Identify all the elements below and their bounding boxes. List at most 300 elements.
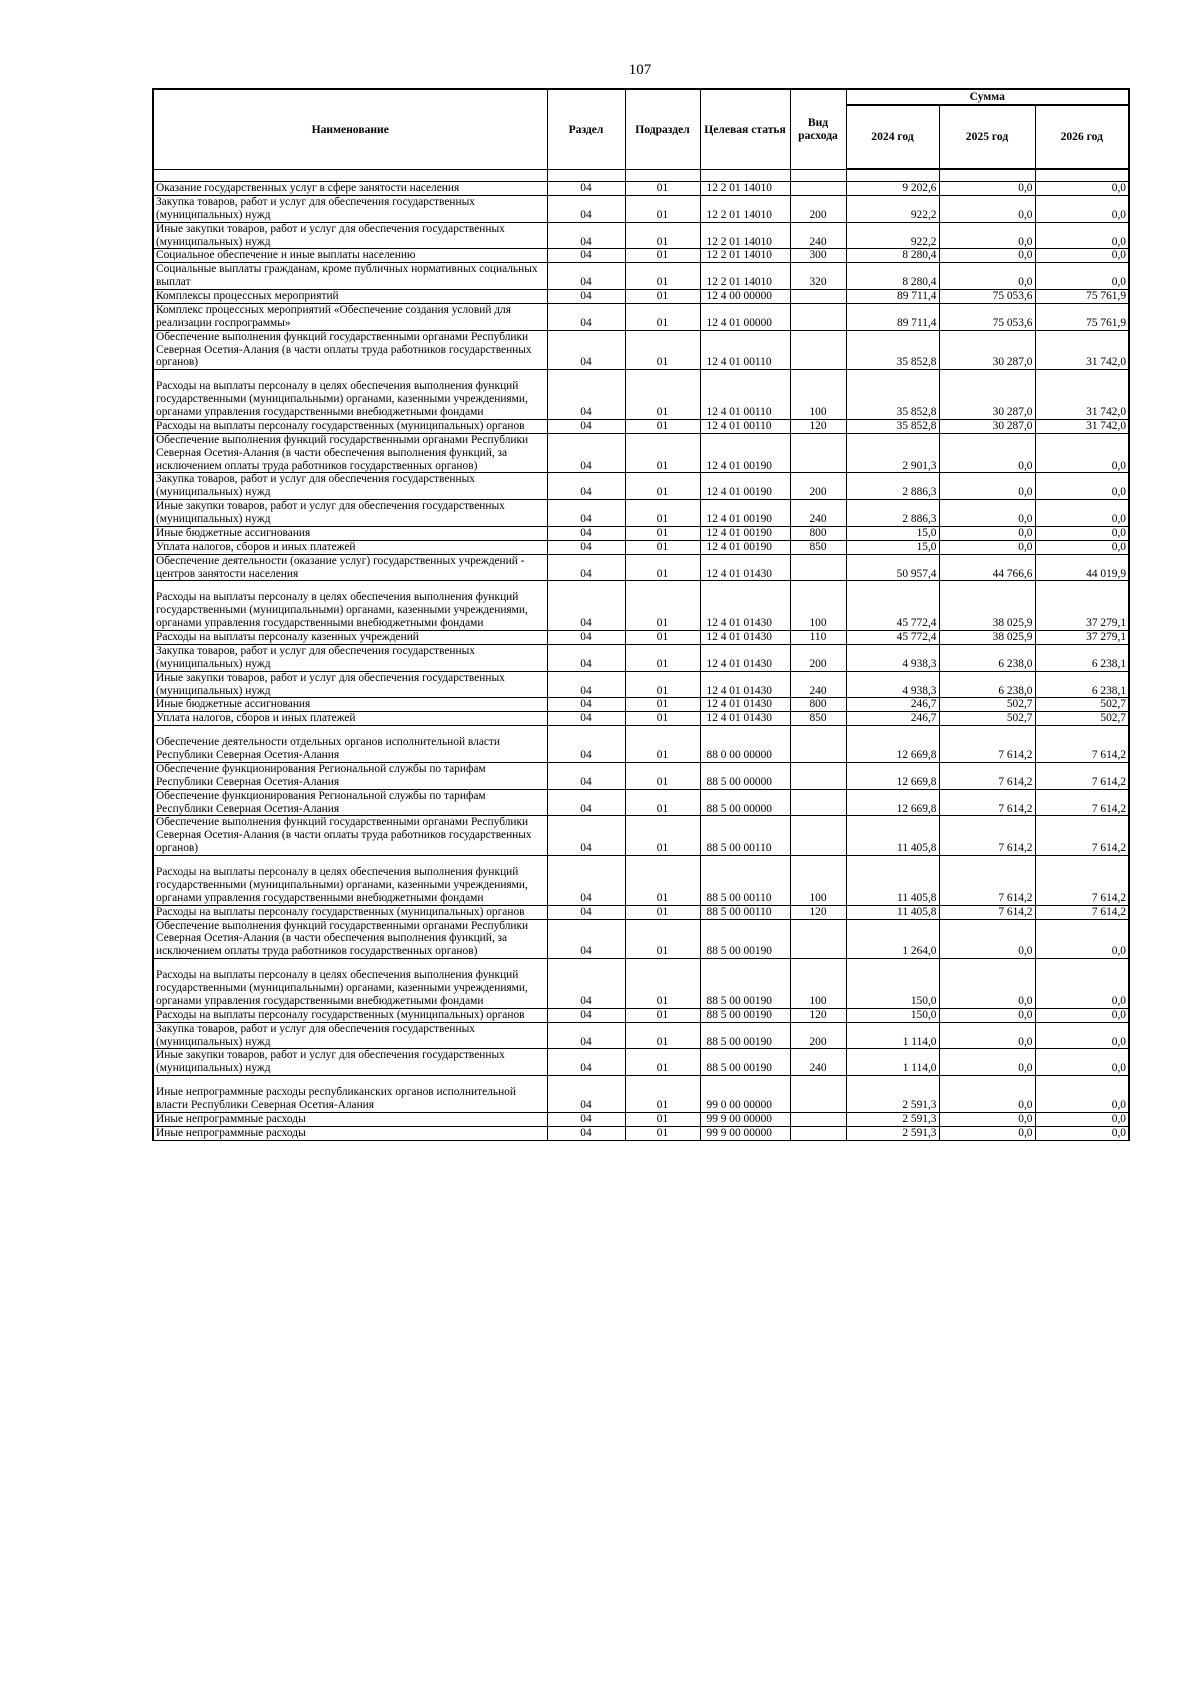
cell-section: 04: [547, 919, 625, 959]
table-row: [153, 736, 1129, 762]
cell-target: 12 4 01 00110: [700, 419, 790, 433]
cell-name: Иные непрограммные расходы: [153, 1112, 547, 1126]
cell-2025: 38 025,9: [939, 591, 1035, 630]
header-2024: 2024 год: [846, 105, 939, 169]
cell-2025: 44 766,6: [939, 554, 1035, 581]
cell-name: Обеспечение выполнения функций государственными органами Республики Северная Осетия-Алания (в части обеспечения выполнения функций, за исключением оплаты труда работников государственных органов): [153, 919, 547, 959]
cell-2024: 12 669,8: [846, 736, 939, 762]
table-row: [153, 290, 1129, 304]
cell-2025: 30 287,0: [939, 380, 1035, 419]
cell-section: 04: [547, 380, 625, 419]
cell-2025: 7 614,2: [939, 816, 1035, 856]
cell-2024: 50 957,4: [846, 554, 939, 581]
cell-2025: 7 614,2: [939, 789, 1035, 816]
spacer-cell: [625, 169, 700, 182]
spacer-row: [153, 370, 1129, 381]
cell-2025: 30 287,0: [939, 330, 1035, 370]
cell-2026: 7 614,2: [1035, 866, 1129, 905]
cell-expense-type: 120: [790, 1008, 846, 1022]
spacer-cell: [700, 581, 790, 592]
cell-2026: 502,7: [1035, 712, 1129, 726]
table-row: [153, 591, 1129, 630]
cell-2025: 7 614,2: [939, 736, 1035, 762]
spacer-cell: [1035, 959, 1129, 970]
cell-subsection: 01: [625, 736, 700, 762]
cell-section: 04: [547, 182, 625, 196]
cell-target: 88 5 00 00190: [700, 1008, 790, 1022]
cell-target: 12 4 01 01430: [700, 644, 790, 671]
spacer-cell: [625, 581, 700, 592]
cell-target: 99 0 00 00000: [700, 1086, 790, 1112]
cell-2026: 0,0: [1035, 1049, 1129, 1076]
table-row: [153, 969, 1129, 1008]
table-row: [153, 671, 1129, 698]
cell-expense-type: 100: [790, 380, 846, 419]
spacer-cell: [846, 726, 939, 737]
spacer-row: [153, 959, 1129, 970]
cell-2026: 0,0: [1035, 1086, 1129, 1112]
cell-2024: 35 852,8: [846, 330, 939, 370]
cell-expense-type: 240: [790, 500, 846, 527]
cell-target: 12 2 01 14010: [700, 222, 790, 249]
cell-section: 04: [547, 866, 625, 905]
cell-subsection: 01: [625, 195, 700, 222]
table-row: [153, 540, 1129, 554]
cell-subsection: 01: [625, 526, 700, 540]
cell-section: 04: [547, 303, 625, 330]
cell-target: 12 4 01 01430: [700, 591, 790, 630]
cell-name: Расходы на выплаты персоналу государственных (муниципальных) органов: [153, 1008, 547, 1022]
cell-name: Расходы на выплаты персоналу казенных учреждений: [153, 631, 547, 645]
table-row: [153, 419, 1129, 433]
spacer-cell: [939, 1076, 1035, 1087]
cell-2025: 0,0: [939, 1112, 1035, 1126]
cell-name: Иные бюджетные ассигнования: [153, 526, 547, 540]
cell-expense-type: 200: [790, 195, 846, 222]
table-header-row: [153, 89, 1129, 105]
cell-name: Расходы на выплаты персоналу государственных (муниципальных) органов: [153, 905, 547, 919]
spacer-cell: [846, 959, 939, 970]
cell-expense-type: 120: [790, 419, 846, 433]
cell-subsection: 01: [625, 1126, 700, 1140]
cell-section: 04: [547, 905, 625, 919]
cell-2025: 0,0: [939, 1008, 1035, 1022]
cell-section: 04: [547, 1086, 625, 1112]
cell-2024: 89 711,4: [846, 290, 939, 304]
cell-name: Закупка товаров, работ и услуг для обеспечения государственных (муниципальных) нужд: [153, 473, 547, 500]
cell-2025: 6 238,0: [939, 644, 1035, 671]
cell-expense-type: 240: [790, 1049, 846, 1076]
cell-2024: 15,0: [846, 540, 939, 554]
spacer-cell: [1035, 856, 1129, 867]
cell-section: 04: [547, 671, 625, 698]
cell-target: 12 4 01 01430: [700, 712, 790, 726]
cell-expense-type: 200: [790, 1022, 846, 1049]
cell-2024: 246,7: [846, 698, 939, 712]
table-row: [153, 866, 1129, 905]
cell-2026: 44 019,9: [1035, 554, 1129, 581]
cell-subsection: 01: [625, 698, 700, 712]
cell-target: 88 5 00 00190: [700, 1022, 790, 1049]
spacer-cell: [547, 726, 625, 737]
spacer-cell: [625, 726, 700, 737]
cell-target: 88 5 00 00110: [700, 816, 790, 856]
cell-target: 12 2 01 14010: [700, 249, 790, 263]
cell-subsection: 01: [625, 290, 700, 304]
cell-2025: 0,0: [939, 182, 1035, 196]
cell-target: 12 4 01 01430: [700, 698, 790, 712]
table-row: [153, 500, 1129, 527]
cell-subsection: 01: [625, 1008, 700, 1022]
table-row: [153, 330, 1129, 370]
cell-2026: 0,0: [1035, 1022, 1129, 1049]
cell-2024: 45 772,4: [846, 591, 939, 630]
cell-2024: 4 938,3: [846, 671, 939, 698]
spacer-cell: [153, 856, 547, 867]
spacer-cell: [1035, 1076, 1129, 1087]
cell-2026: 502,7: [1035, 698, 1129, 712]
table-row: [153, 195, 1129, 222]
cell-subsection: 01: [625, 380, 700, 419]
table-row: [153, 698, 1129, 712]
table-row: [153, 1086, 1129, 1112]
cell-expense-type: [790, 1086, 846, 1112]
page-number: 107: [628, 62, 652, 78]
cell-target: 12 4 01 00110: [700, 380, 790, 419]
cell-2024: 11 405,8: [846, 866, 939, 905]
budget-table: [152, 88, 1130, 1141]
table-body: [153, 169, 1129, 1140]
cell-expense-type: 120: [790, 905, 846, 919]
cell-2026: 7 614,2: [1035, 905, 1129, 919]
cell-name: Социальные выплаты гражданам, кроме публичных нормативных социальных выплат: [153, 263, 547, 290]
cell-2025: 75 053,6: [939, 290, 1035, 304]
cell-2025: 502,7: [939, 698, 1035, 712]
cell-section: 04: [547, 540, 625, 554]
header-2026: 2026 год: [1035, 105, 1129, 169]
cell-name: Обеспечение функционирования Региональной службы по тарифам Республики Северная Осетия-Алания: [153, 789, 547, 816]
cell-2026: 75 761,9: [1035, 303, 1129, 330]
cell-section: 04: [547, 1049, 625, 1076]
cell-section: 04: [547, 433, 625, 473]
cell-section: 04: [547, 816, 625, 856]
cell-2025: 0,0: [939, 1049, 1035, 1076]
cell-name: Обеспечение выполнения функций государственными органами Республики Северная Осетия-Алания (в части оплаты труда работников государственных органов): [153, 330, 547, 370]
spacer-cell: [1035, 370, 1129, 381]
cell-expense-type: 850: [790, 540, 846, 554]
cell-expense-type: [790, 789, 846, 816]
cell-section: 04: [547, 1112, 625, 1126]
cell-2026: 6 238,1: [1035, 644, 1129, 671]
cell-subsection: 01: [625, 554, 700, 581]
cell-section: 04: [547, 1126, 625, 1140]
table-row: [153, 1126, 1129, 1140]
spacer-row: [153, 581, 1129, 592]
cell-2025: 0,0: [939, 1022, 1035, 1049]
cell-target: 88 5 00 00190: [700, 969, 790, 1008]
cell-expense-type: [790, 303, 846, 330]
cell-2025: 7 614,2: [939, 866, 1035, 905]
cell-section: 04: [547, 736, 625, 762]
spacer-cell: [153, 1076, 547, 1087]
cell-section: 04: [547, 591, 625, 630]
cell-2026: 0,0: [1035, 500, 1129, 527]
cell-2025: 6 238,0: [939, 671, 1035, 698]
spacer-cell: [153, 169, 547, 182]
cell-expense-type: 200: [790, 473, 846, 500]
cell-section: 04: [547, 526, 625, 540]
cell-2025: 0,0: [939, 1126, 1035, 1140]
cell-expense-type: 850: [790, 712, 846, 726]
cell-expense-type: 240: [790, 671, 846, 698]
spacer-cell: [1035, 169, 1129, 182]
cell-2025: 38 025,9: [939, 631, 1035, 645]
cell-target: 12 4 01 00190: [700, 526, 790, 540]
cell-target: 12 4 01 01430: [700, 671, 790, 698]
cell-section: 04: [547, 330, 625, 370]
cell-2026: 6 238,1: [1035, 671, 1129, 698]
cell-subsection: 01: [625, 433, 700, 473]
cell-name: Иные бюджетные ассигнования: [153, 698, 547, 712]
cell-2024: 2 591,3: [846, 1112, 939, 1126]
table-row: [153, 1008, 1129, 1022]
spacer-cell: [625, 370, 700, 381]
cell-name: Оказание государственных услуг в сфере занятости населения: [153, 182, 547, 196]
table-row: [153, 526, 1129, 540]
cell-target: 12 4 01 00190: [700, 473, 790, 500]
cell-name: Закупка товаров, работ и услуг для обеспечения государственных (муниципальных) нужд: [153, 644, 547, 671]
cell-2026: 31 742,0: [1035, 419, 1129, 433]
spacer-cell: [153, 370, 547, 381]
cell-2024: 2 591,3: [846, 1126, 939, 1140]
cell-target: 12 4 01 00190: [700, 500, 790, 527]
cell-2026: 0,0: [1035, 249, 1129, 263]
cell-subsection: 01: [625, 969, 700, 1008]
table-row: [153, 1022, 1129, 1049]
cell-subsection: 01: [625, 789, 700, 816]
spacer-row: [153, 726, 1129, 737]
header-2025: 2025 год: [939, 105, 1035, 169]
table-row: [153, 919, 1129, 959]
table-row: [153, 554, 1129, 581]
cell-subsection: 01: [625, 182, 700, 196]
cell-2025: 0,0: [939, 222, 1035, 249]
header-sum: Сумма: [846, 89, 1129, 105]
cell-2024: 4 938,3: [846, 644, 939, 671]
cell-target: 12 2 01 14010: [700, 195, 790, 222]
cell-target: 12 2 01 14010: [700, 263, 790, 290]
cell-target: 88 5 00 00110: [700, 866, 790, 905]
spacer-cell: [625, 959, 700, 970]
cell-subsection: 01: [625, 631, 700, 645]
cell-name: Закупка товаров, работ и услуг для обеспечения государственных (муниципальных) нужд: [153, 195, 547, 222]
cell-expense-type: [790, 736, 846, 762]
cell-expense-type: 200: [790, 644, 846, 671]
spacer-cell: [547, 856, 625, 867]
cell-target: 12 4 01 00190: [700, 433, 790, 473]
cell-target: 88 5 00 00000: [700, 789, 790, 816]
cell-subsection: 01: [625, 419, 700, 433]
cell-2026: 0,0: [1035, 263, 1129, 290]
cell-2024: 2 886,3: [846, 473, 939, 500]
cell-target: 12 4 01 00000: [700, 303, 790, 330]
spacer-cell: [700, 1076, 790, 1087]
cell-name: Обеспечение деятельности (оказание услуг) государственных учреждений - центров занятости населения: [153, 554, 547, 581]
cell-expense-type: 240: [790, 222, 846, 249]
cell-subsection: 01: [625, 644, 700, 671]
cell-target: 12 4 01 00110: [700, 330, 790, 370]
table-row: [153, 1049, 1129, 1076]
spacer-cell: [790, 1076, 846, 1087]
cell-name: Расходы на выплаты персоналу в целях обеспечения выполнения функций государственными (муниципальными) органами, казенными учреждениями, органами управления государственными внебюджетными фондами: [153, 380, 547, 419]
cell-2025: 7 614,2: [939, 762, 1035, 789]
cell-expense-type: 800: [790, 698, 846, 712]
cell-2024: 45 772,4: [846, 631, 939, 645]
cell-target: 99 9 00 00000: [700, 1126, 790, 1140]
cell-section: 04: [547, 631, 625, 645]
table-row: [153, 762, 1129, 789]
cell-expense-type: [790, 330, 846, 370]
spacer-cell: [939, 169, 1035, 182]
cell-2024: 2 901,3: [846, 433, 939, 473]
cell-2026: 0,0: [1035, 540, 1129, 554]
spacer-cell: [153, 581, 547, 592]
cell-section: 04: [547, 712, 625, 726]
spacer-cell: [625, 856, 700, 867]
cell-2026: 0,0: [1035, 182, 1129, 196]
spacer-cell: [547, 370, 625, 381]
cell-subsection: 01: [625, 222, 700, 249]
cell-subsection: 01: [625, 671, 700, 698]
cell-name: Расходы на выплаты персоналу в целях обеспечения выполнения функций государственными (муниципальными) органами, казенными учреждениями, органами управления государственными внебюджетными фондами: [153, 591, 547, 630]
cell-2024: 9 202,6: [846, 182, 939, 196]
spacer-cell: [846, 169, 939, 182]
cell-2026: 0,0: [1035, 919, 1129, 959]
cell-name: Иные непрограммные расходы: [153, 1126, 547, 1140]
cell-name: Обеспечение выполнения функций государственными органами Республики Северная Осетия-Алания (в части оплаты труда работников государственных органов): [153, 816, 547, 856]
table-row: [153, 263, 1129, 290]
table-row: [153, 473, 1129, 500]
cell-subsection: 01: [625, 866, 700, 905]
cell-expense-type: 800: [790, 526, 846, 540]
cell-subsection: 01: [625, 712, 700, 726]
cell-target: 88 5 00 00110: [700, 905, 790, 919]
cell-2026: 7 614,2: [1035, 789, 1129, 816]
cell-target: 12 4 00 00000: [700, 290, 790, 304]
cell-2026: 0,0: [1035, 1126, 1129, 1140]
spacer-cell: [939, 959, 1035, 970]
cell-target: 12 4 01 01430: [700, 554, 790, 581]
cell-expense-type: [790, 816, 846, 856]
cell-2025: 0,0: [939, 540, 1035, 554]
cell-subsection: 01: [625, 263, 700, 290]
cell-expense-type: 100: [790, 969, 846, 1008]
spacer-cell: [547, 959, 625, 970]
cell-2024: 11 405,8: [846, 905, 939, 919]
table-row: [153, 789, 1129, 816]
cell-name: Расходы на выплаты персоналу в целях обеспечения выполнения функций государственными (муниципальными) органами, казенными учреждениями, органами управления государственными внебюджетными фондами: [153, 969, 547, 1008]
cell-expense-type: 110: [790, 631, 846, 645]
cell-2026: 7 614,2: [1035, 816, 1129, 856]
cell-2024: 2 591,3: [846, 1086, 939, 1112]
cell-2025: 0,0: [939, 249, 1035, 263]
cell-2026: 0,0: [1035, 433, 1129, 473]
cell-2024: 1 114,0: [846, 1022, 939, 1049]
cell-name: Комплексы процессных мероприятий: [153, 290, 547, 304]
spacer-row: [153, 856, 1129, 867]
cell-expense-type: 300: [790, 249, 846, 263]
table-row: [153, 303, 1129, 330]
cell-expense-type: [790, 554, 846, 581]
cell-subsection: 01: [625, 249, 700, 263]
cell-expense-type: [790, 919, 846, 959]
spacer-cell: [153, 726, 547, 737]
spacer-cell: [790, 370, 846, 381]
cell-name: Обеспечение функционирования Региональной службы по тарифам Республики Северная Осетия-Алания: [153, 762, 547, 789]
cell-subsection: 01: [625, 1086, 700, 1112]
cell-expense-type: [790, 182, 846, 196]
cell-name: Расходы на выплаты персоналу в целях обеспечения выполнения функций государственными (муниципальными) органами, казенными учреждениями, органами управления государственными внебюджетными фондами: [153, 866, 547, 905]
cell-section: 04: [547, 789, 625, 816]
spacer-cell: [846, 1076, 939, 1087]
cell-2024: 15,0: [846, 526, 939, 540]
cell-2025: 0,0: [939, 473, 1035, 500]
header-target: Целевая статья: [700, 89, 790, 169]
cell-section: 04: [547, 554, 625, 581]
table-row: [153, 182, 1129, 196]
cell-2026: 37 279,1: [1035, 631, 1129, 645]
spacer-cell: [700, 959, 790, 970]
table-row: [153, 816, 1129, 856]
cell-subsection: 01: [625, 540, 700, 554]
cell-target: 12 2 01 14010: [700, 182, 790, 196]
cell-2025: 0,0: [939, 500, 1035, 527]
cell-2024: 1 264,0: [846, 919, 939, 959]
cell-target: 88 0 00 00000: [700, 736, 790, 762]
cell-target: 12 4 01 01430: [700, 631, 790, 645]
cell-2025: 0,0: [939, 433, 1035, 473]
cell-expense-type: [790, 762, 846, 789]
cell-2026: 31 742,0: [1035, 380, 1129, 419]
header-subsection: Подраздел: [625, 89, 700, 169]
cell-subsection: 01: [625, 1022, 700, 1049]
spacer-row: [153, 1076, 1129, 1087]
cell-name: Иные закупки товаров, работ и услуг для обеспечения государственных (муниципальных) нужд: [153, 500, 547, 527]
cell-target: 88 5 00 00000: [700, 762, 790, 789]
cell-section: 04: [547, 500, 625, 527]
cell-section: 04: [547, 1008, 625, 1022]
table-row: [153, 631, 1129, 645]
cell-2024: 1 114,0: [846, 1049, 939, 1076]
cell-name: Иные закупки товаров, работ и услуг для обеспечения государственных (муниципальных) нужд: [153, 671, 547, 698]
cell-name: Уплата налогов, сборов и иных платежей: [153, 540, 547, 554]
cell-subsection: 01: [625, 1049, 700, 1076]
cell-subsection: 01: [625, 473, 700, 500]
cell-name: Иные закупки товаров, работ и услуг для обеспечения государственных (муниципальных) нужд: [153, 222, 547, 249]
cell-name: Обеспечение выполнения функций государственными органами Республики Северная Осетия-Алания (в части обеспечения выполнения функций, за исключением оплаты труда работников государственных органов): [153, 433, 547, 473]
cell-name: Уплата налогов, сборов и иных платежей: [153, 712, 547, 726]
spacer-cell: [790, 581, 846, 592]
table-row: [153, 905, 1129, 919]
header-expense-type: Вид расхода: [790, 89, 846, 169]
cell-section: 04: [547, 419, 625, 433]
cell-expense-type: [790, 1126, 846, 1140]
cell-expense-type: [790, 1112, 846, 1126]
spacer-cell: [1035, 581, 1129, 592]
cell-2026: 0,0: [1035, 1112, 1129, 1126]
cell-subsection: 01: [625, 919, 700, 959]
cell-2025: 502,7: [939, 712, 1035, 726]
